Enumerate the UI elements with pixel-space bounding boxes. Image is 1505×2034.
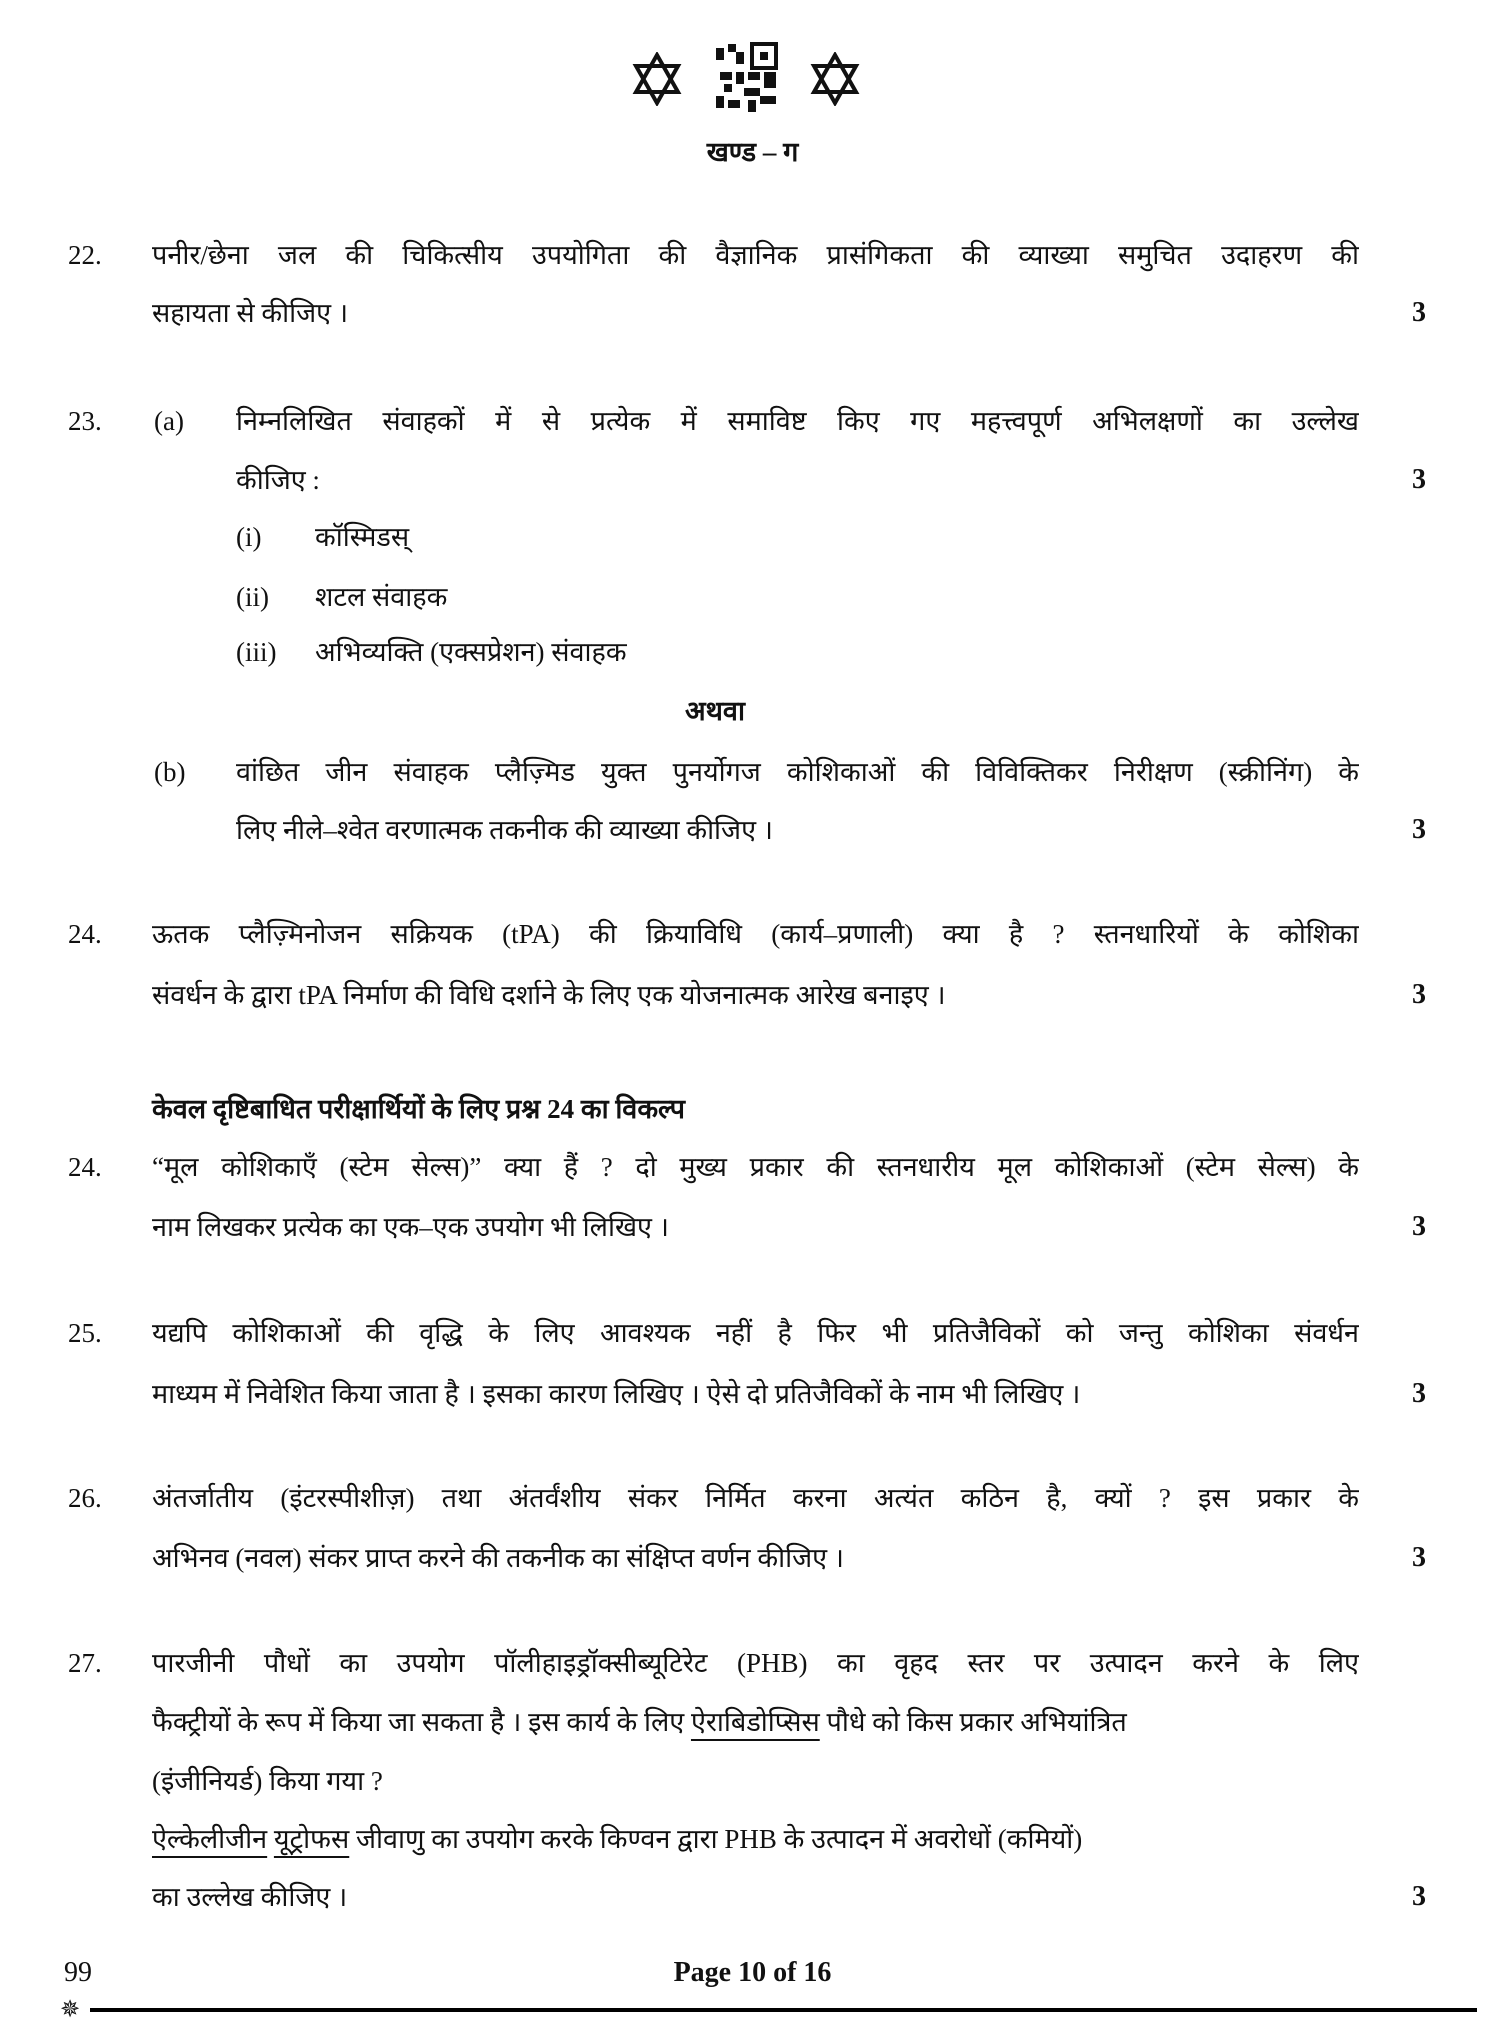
question-text: संवर्धन के द्वारा tPA निर्माण की विधि दर्शाने के लिए एक योजनात्मक आरेख बनाइए । [152,980,946,1010]
marks: 3 [1412,814,1426,845]
underlined-term: यूट्रोफस [273,1824,350,1854]
underlined-term: ऐराबिडोप्सिस [690,1707,820,1737]
text: फैक्ट्रीयों के रूप में किया जा सकता है । इस कार्य के लिए [152,1707,691,1737]
marks: 3 [1412,1881,1426,1912]
question-text [152,1702,1359,1742]
question-text: लिए नीले–श्वेत वरणात्मक तकनीक की व्याख्या कीजिए । [236,815,774,845]
question-text: ऊतक प्लैज़्मिनोजन सक्रियक (tPA) की क्रियाविधि (कार्य–प्रणाली) क्या है ? स्तनधारियों के कोशिका [152,919,1359,949]
sub-item-label: (ii) [236,582,269,612]
alternative-heading: केवल दृष्टिबाधित परीक्षार्थियों के लिए प्रश्न 24 का विकल्प [152,1094,685,1124]
question-text: माध्यम में निवेशित किया जाता है । इसका कारण लिखिए । ऐसे दो प्रतिजैविकों के नाम भी लिखिए । [152,1379,1081,1409]
marks: 3 [1412,1211,1426,1242]
question-text: नाम लिखकर प्रत्येक का एक–एक उपयोग भी लिखिए । [152,1212,669,1242]
underlined-term: ऐल्केलीजीन [152,1824,268,1854]
question-text: “मूल कोशिकाएँ (स्टेम सेल्स)” क्या हैं ? दो मुख्य प्रकार की स्तनधारीय मूल कोशिकाओं (स्टेम सेल्स) के [152,1152,1359,1182]
question-number: 24. [68,1152,102,1182]
question-text: पारजीनी पौधों का उपयोग पॉलीहाइड्रॉक्सीब्यूटिरेट (PHB) का वृहद स्तर पर उत्पादन करने के लिए [152,1648,1359,1678]
sub-item-label: (i) [236,522,262,552]
qr-code-icon [716,40,780,112]
marks: 3 [1412,1378,1426,1409]
text: पौधे को किस प्रकार अभियांत्रित [819,1707,1127,1737]
asterisk-icon: ✵ [60,1997,81,2023]
marks: 3 [1412,979,1426,1010]
question-text: अंतर्जातीय (इंटरस्पीशीज़) तथा अंतर्वंशीय संकर निर्मित करना अत्यंत कठिन है, क्यों ? इस प्रकार के [152,1483,1359,1513]
marks: 3 [1412,464,1426,495]
question-text: का उल्लेख कीजिए । [152,1882,348,1912]
question-number: 22. [68,240,102,270]
page-number: Page 10 of 16 [673,1957,832,1988]
question-number: 25. [68,1318,102,1348]
question-text: सहायता से कीजिए । [152,298,349,328]
marks: 3 [1412,297,1426,328]
star-of-david-icon [810,52,860,106]
option-label: (b) [154,757,186,787]
question-number: 23. [68,406,102,436]
question-number: 26. [68,1483,102,1513]
question-text: कीजिए : [236,465,320,495]
sub-item-text: कॉस्मिडस् [315,522,410,552]
question-text: (इंजीनियर्ड) किया गया ? [152,1766,383,1796]
question-text: निम्नलिखित संवाहकों में से प्रत्येक में समाविष्ट किए गए महत्त्वपूर्ण अभिलक्षणों का उल्लेख [236,406,1359,436]
or-separator: अथवा [685,696,745,726]
question-text: पनीर/छेना जल की चिकित्सीय उपयोगिता की वैज्ञानिक प्रासंगिकता की व्याख्या समुचित उदाहरण की [152,240,1359,270]
question-number: 27. [68,1648,102,1678]
question-text [152,1819,1359,1859]
question-text: अभिनव (नवल) संकर प्राप्त करने की तकनीक का संक्षिप्त वर्णन कीजिए । [152,1543,845,1573]
sub-item-text: अभिव्यक्ति (एक्सप्रेशन) संवाहक [315,637,627,667]
paper-code: 99 [64,1957,92,1988]
marks: 3 [1412,1542,1426,1573]
sub-item-label: (iii) [236,637,277,667]
question-number: 24. [68,919,102,949]
question-text: वांछित जीन संवाहक प्लैज़्मिड युक्त पुनर्योगज कोशिकाओं की विविक्तिकर निरीक्षण (स्क्रीनिंग) के [236,757,1359,787]
section-heading: खण्ड – ग [706,137,799,167]
footer-rule [90,2008,1477,2012]
option-label: (a) [154,406,184,436]
star-of-david-icon [632,52,682,106]
question-text: यद्यपि कोशिकाओं की वृद्धि के लिए आवश्यक नहीं है फिर भी प्रतिजैविकों को जन्तु कोशिका संवर्धन [152,1318,1359,1348]
text: जीवाणु का उपयोग करके किण्वन द्वारा PHB के उत्पादन में अवरोधों (कमियों) [349,1824,1083,1854]
sub-item-text: शटल संवाहक [315,582,448,612]
